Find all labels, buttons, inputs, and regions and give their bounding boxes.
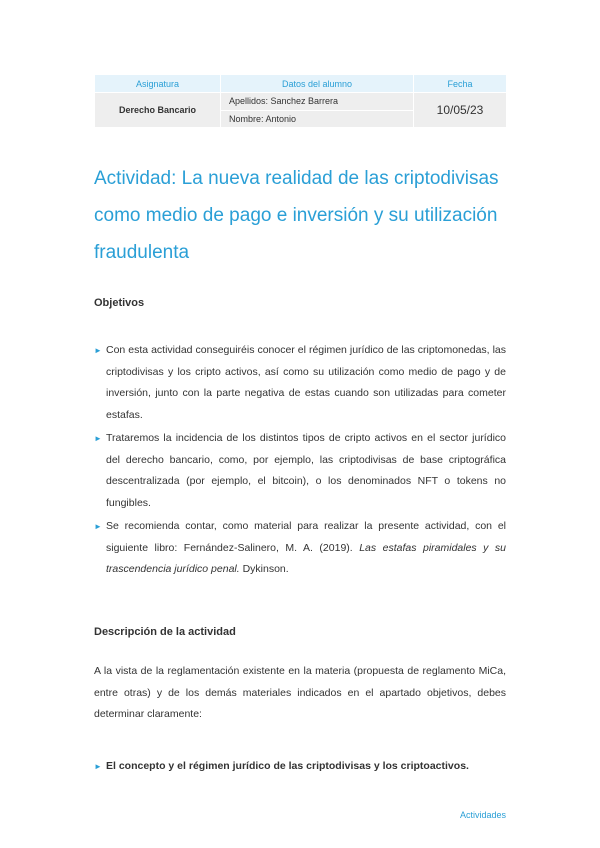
objectives-heading: Objetivos — [94, 297, 145, 309]
list-item-text: Con esta actividad conseguiréis conocer el régimen jurídico de las criptomonedas, las criptodivisas y los cripto activos, así como su utilización como medio de pago y de inversión, junto con la parte negativa de estas cuando son utilizadas para cometer estafas. — [106, 344, 506, 421]
list-item — [94, 340, 506, 426]
bold-list-item — [94, 756, 518, 778]
date-column-header: Fecha — [414, 75, 507, 93]
list-item-text: Se recomienda contar, como material para realizar la presente actividad, con el siguiente libro: Fernández-Salinero, M. A. (2019). — [106, 520, 506, 554]
bullet-arrow-icon: ► — [94, 346, 102, 355]
list-item-text: Trataremos la incidencia de los distintos tipos de cripto activos en el sector jurídico del derecho bancario, como, por ejemplo, las criptodivisas de base criptográfica descentralizada (por ejemplo, el bitcoin), o los denominados NFT o tokens no fungibles. — [106, 432, 506, 509]
description-heading: Descripción de la actividad — [94, 626, 236, 638]
bold-item-text: El concepto y el régimen jurídico de las criptodivisas y los criptoactivos. — [106, 760, 469, 772]
surnames-cell: Apellidos: Sanchez Barrera — [221, 93, 414, 111]
name-cell: Nombre: Antonio — [221, 110, 414, 128]
page-title: Actividad: La nueva realidad de las criptodivisas como medio de pago e inversión y su utilización fraudulenta — [94, 168, 499, 263]
footer-label: Actividades — [459, 810, 506, 820]
subject-column-header: Asignatura — [95, 75, 221, 93]
bullet-arrow-icon: ► — [94, 522, 102, 531]
date-cell: 10/05/23 — [414, 93, 507, 128]
list-item — [94, 428, 506, 514]
subject-cell: Derecho Bancario — [95, 93, 221, 128]
description-paragraph: A la vista de la reglamentación existente en la materia (propuesta de reglamento MiCa, entre otras) y de los demás materiales indicados en el apartado objetivos, debes determinar claramente: — [94, 665, 506, 720]
bullet-arrow-icon: ► — [94, 434, 102, 443]
list-item — [94, 516, 506, 581]
student-column-header: Datos del alumno — [221, 75, 414, 93]
publisher: Dykinson. — [239, 563, 289, 575]
book-title: Las estafas piramidales y su trascendencia jurídico penal. — [106, 541, 507, 575]
bullet-arrow-icon: ► — [94, 762, 102, 771]
objectives-list — [94, 340, 506, 583]
header-table — [94, 74, 507, 128]
